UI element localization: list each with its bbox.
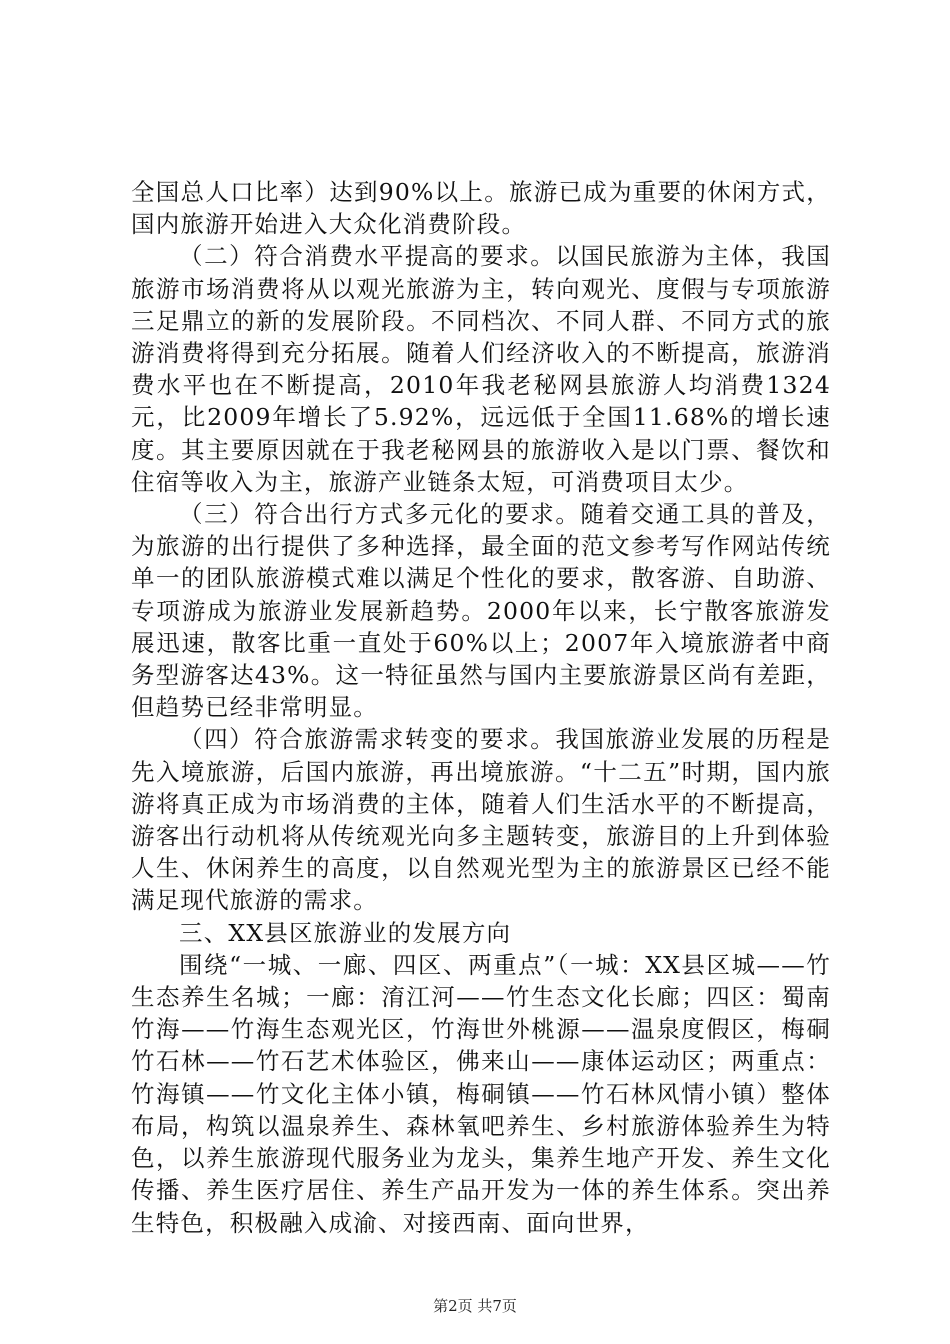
document-body	[131, 176, 831, 1239]
paragraph-consumption-level: （二）符合消费水平提高的要求。以国民旅游为主体，我国旅游市场消费将从以观光旅游为主，转向观光、度假与专项旅游三足鼎立的新的发展阶段。不同档次、不同人群、不同方式的旅游消费将得到充分拓展。随着人们经济收入的不断提高，旅游消费水平也在不断提高，2010年我老秘网县旅游人均消费1324元，比2009年增长了5.92%，远远低于全国11.68%的增长速度。其主要原因就在于我老秘网县的旅游收入是以门票、餐饮和住宿等收入为主，旅游产业链条太短，可消费项目太少。	[131, 242, 831, 496]
page-number-footer: 第2页 共7页	[433, 1297, 517, 1315]
paragraph-continuation: 全国总人口比率）达到90%以上。旅游已成为重要的休闲方式，国内旅游开始进入大众化消费阶段。	[131, 178, 831, 239]
paragraph-layout-plan: 围绕“一城、一廊、四区、两重点”（一城：XX县区城——竹生态养生名城；一廊：淯江河——竹生态文化长廊；四区：蜀南竹海——竹海生态观光区，竹海世外桃源——温泉度假区，梅硐竹石林——竹石艺术体验区，佛来山——康体运动区；两重点：竹海镇——竹文化主体小镇，梅硐镇——竹石林风情小镇）整体布局，构筑以温泉养生、森林氧吧养生、乡村旅游体验养生为特色，以养生旅游现代服务业为龙头，集养生地产开发、养生文化传播、养生医疗居住、养生产品开发为一体的养生体系。突出养生特色，积极融入成渝、对接西南、面向世界，	[131, 950, 831, 1237]
paragraph-demand-shift: （四）符合旅游需求转变的要求。我国旅游业发展的历程是先入境旅游，后国内旅游，再出境旅游。“十二五”时期，国内旅游将真正成为市场消费的主体，随着人们生活水平的不断提高，游客出行动机将从传统观光向多主题转变，旅游目的上升到体验人生、休闲养生的高度，以自然观光型为主的旅游景区已经不能满足现代旅游的需求。	[131, 725, 831, 915]
paragraph-travel-modes: （三）符合出行方式多元化的要求。随着交通工具的普及，为旅游的出行提供了多种选择，最全面的范文参考写作网站传统单一的团队旅游模式难以满足个性化的要求，散客游、自助游、专项游成为旅游业发展新趋势。2000年以来，长宁散客旅游发展迅速，散客比重一直处于60%以上；2007年入境旅游者中商务型游客达43%。这一特征虽然与国内主要旅游景区尚有差距，但趋势已经非常明显。	[131, 500, 831, 722]
section-heading-development-direction: 三、XX县区旅游业的发展方向	[179, 918, 512, 947]
